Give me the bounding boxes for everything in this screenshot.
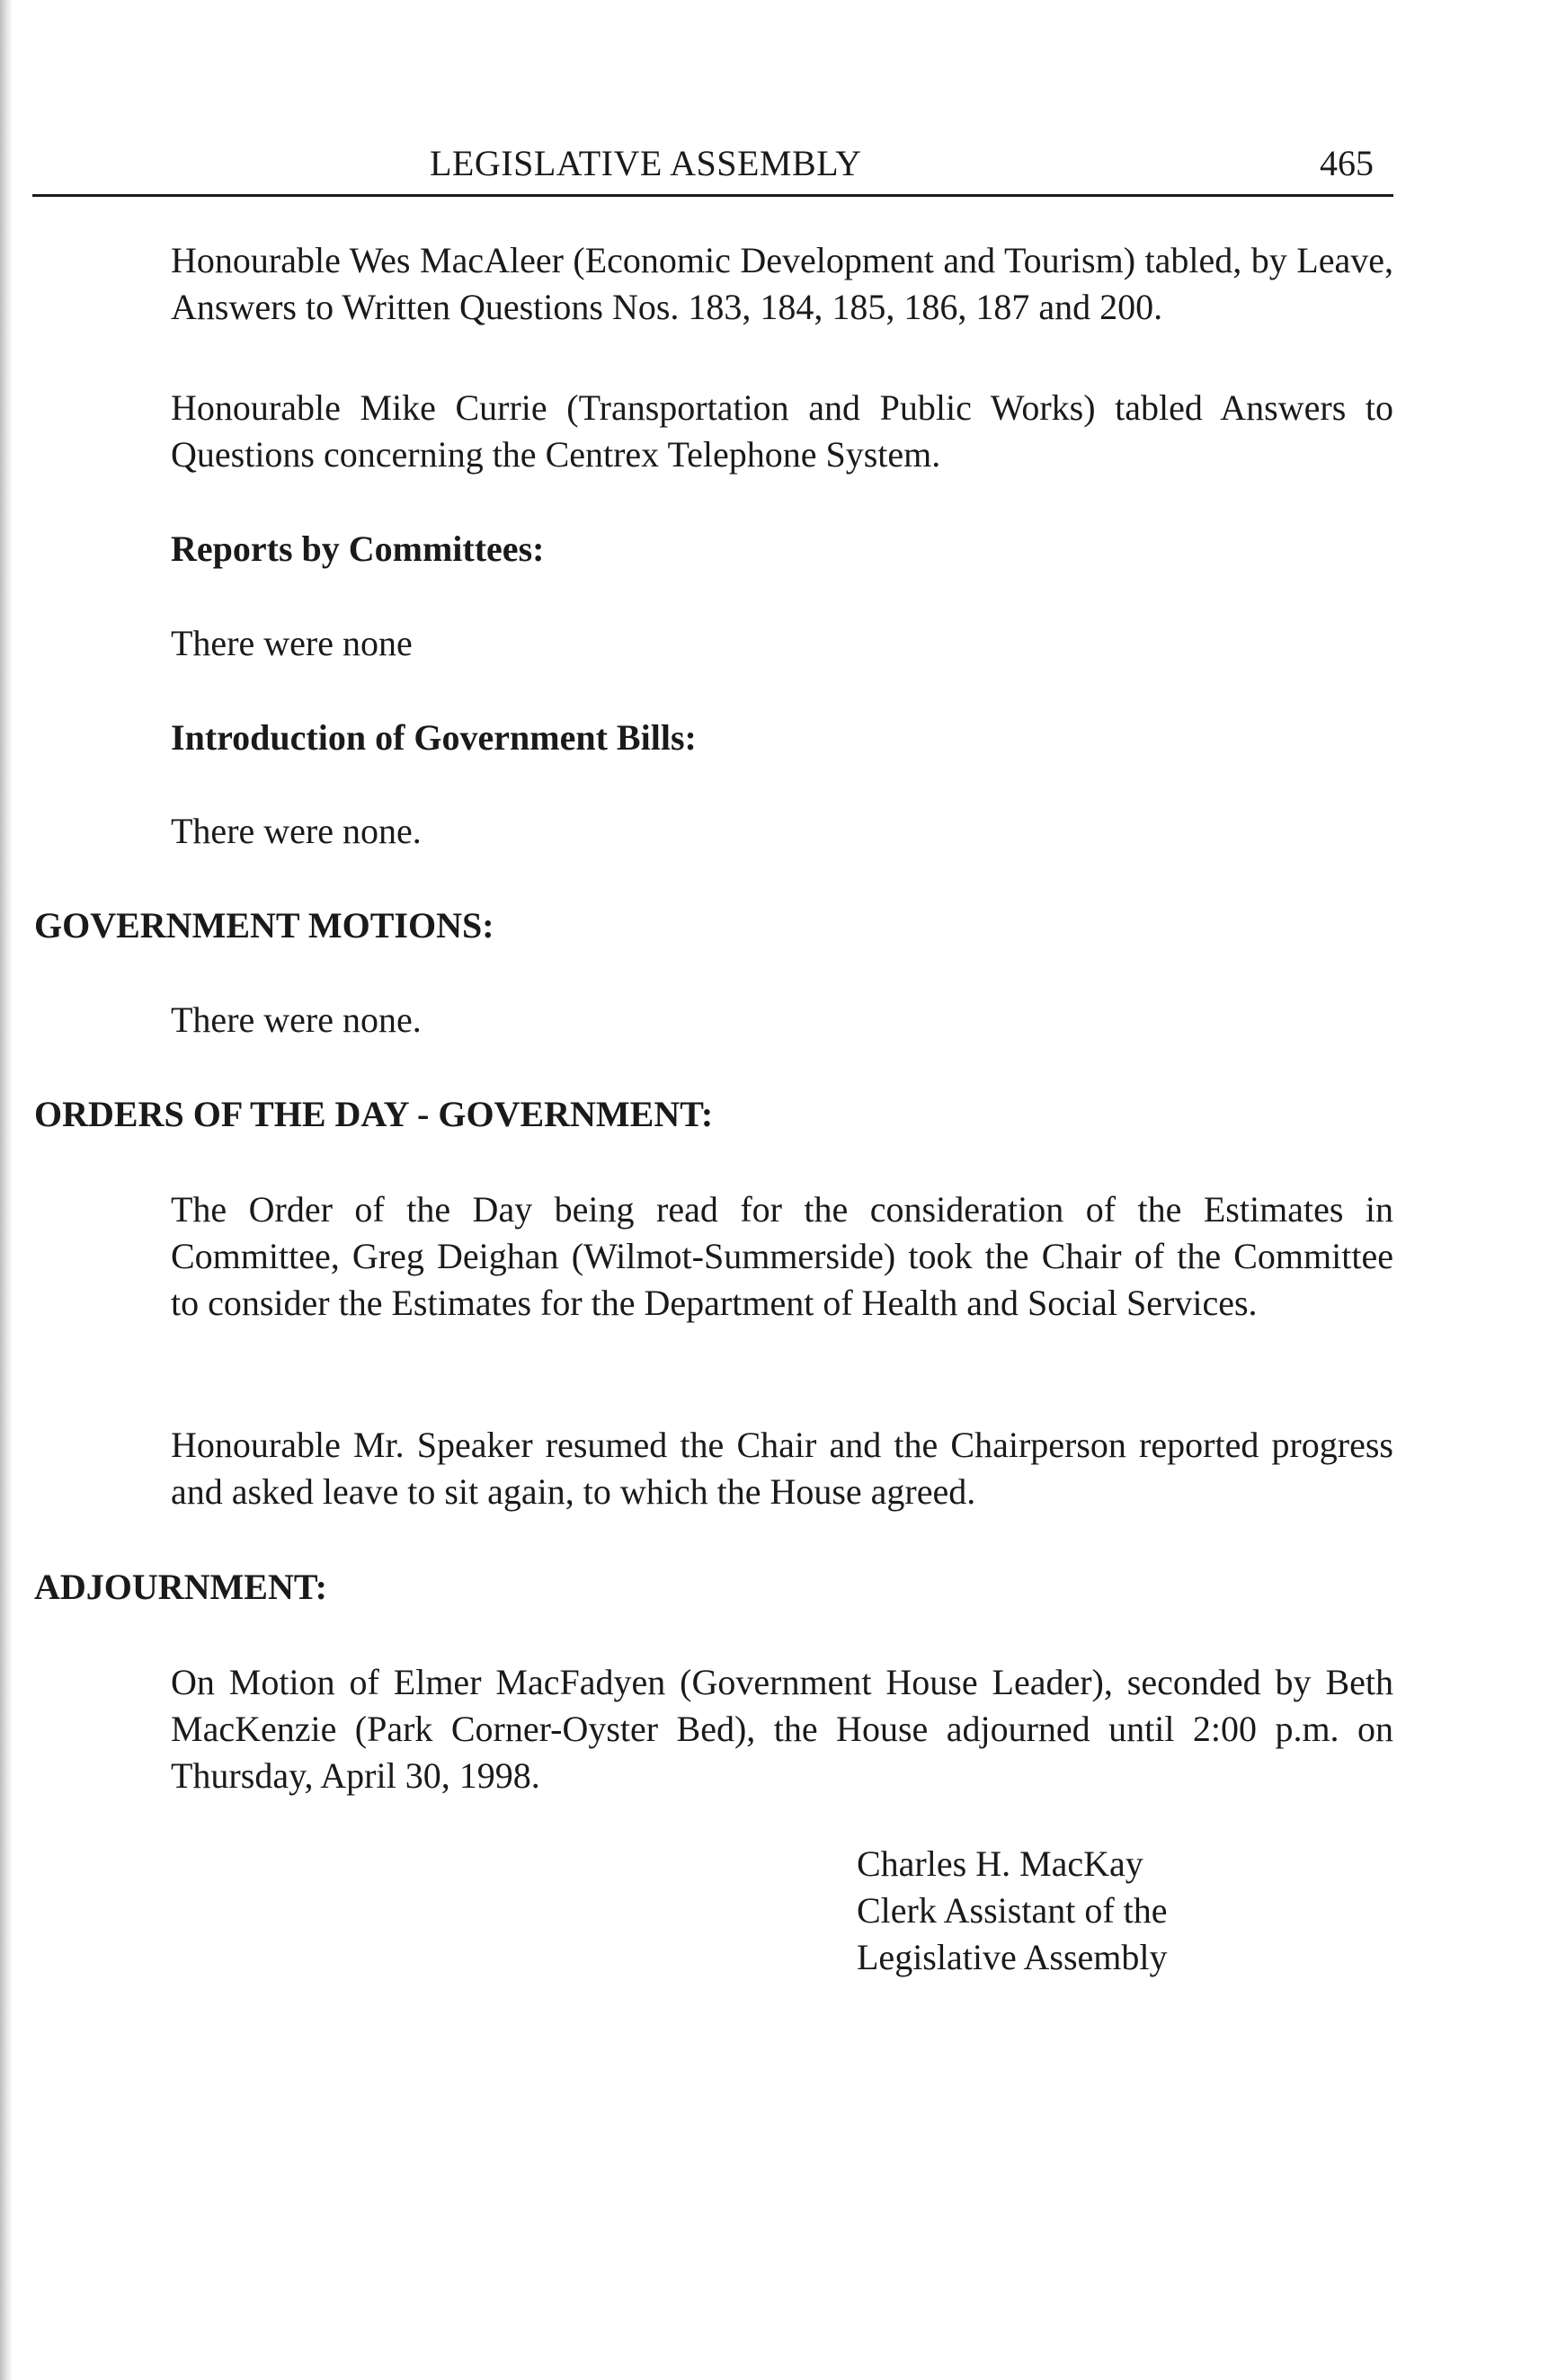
section-heading-adjournment: ADJOURNMENT: — [34, 1567, 327, 1607]
section-heading-orders: ORDERS OF THE DAY - GOVERNMENT: — [34, 1094, 714, 1134]
signature-name: Charles H. MacKay — [857, 1843, 1143, 1884]
section-heading-motions: GOVERNMENT MOTIONS: — [34, 905, 494, 946]
section-heading-reports: Reports by Committees: — [171, 528, 545, 569]
paragraph-orders-1: The Order of the Day being read for the consideration of the Estimates in Committee, Greg Deighan (Wilmot-Summerside) took the Chair of the Committee to consider the Estimates for the Department of Health and Social Services. — [171, 1189, 1393, 1323]
section-heading-bills: Introduction of Government Bills: — [171, 717, 697, 758]
section-text-reports: There were none — [171, 623, 413, 663]
section-text-motions: There were none. — [171, 999, 422, 1040]
page-edge-shadow — [0, 0, 13, 2380]
paragraph-orders-2: Honourable Mr. Speaker resumed the Chair and the Chairperson reported progress and asked leave to sit again, to which the House agreed. — [171, 1425, 1393, 1512]
signature-block — [857, 1841, 1168, 1981]
paragraph-adjournment: On Motion of Elmer MacFadyen (Government House Leader), seconded by Beth MacKenzie (Park Corner-Oyster Bed), the House adjourned until 2:00 p.m. on Thursday, April 30, 1998. — [171, 1662, 1393, 1796]
signature-title-line-2: Legislative Assembly — [857, 1937, 1168, 1977]
page-header-title: LEGISLATIVE ASSEMBLY — [430, 143, 862, 183]
paragraph-macaleer: Honourable Wes MacAleer (Economic Development and Tourism) tabled, by Leave, Answers to Written Questions Nos. 183, 184, 185, 186, 187 and 200. — [171, 240, 1393, 327]
signature-title-line-1: Clerk Assistant of the — [857, 1890, 1168, 1931]
header-rule — [32, 194, 1393, 197]
paragraph-currie: Honourable Mike Currie (Transportation and Public Works) tabled Answers to Questions concerning the Centrex Telephone System. — [171, 387, 1393, 475]
page-number: 465 — [1320, 143, 1374, 183]
section-text-bills: There were none. — [171, 811, 422, 851]
